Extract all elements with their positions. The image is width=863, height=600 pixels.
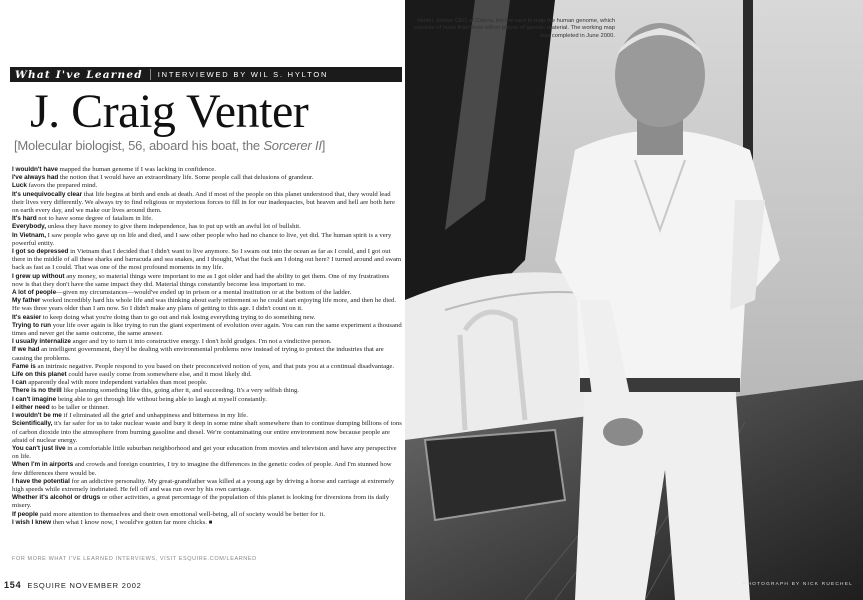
paragraph-lead: I have the potential — [12, 477, 70, 485]
paragraph-text: then what I know now, I would've gotten far more chicks. — [51, 518, 207, 526]
body-paragraph — [12, 248, 402, 273]
paragraph-text: or other activities, a great percentage of the population of this planet is looking for diversions from its daily misery. — [12, 494, 390, 510]
photo-illustration — [405, 0, 863, 600]
paragraph-text: like planning something like this, going after it, and succeeding. It's a very selfish thing. — [61, 387, 299, 395]
body-paragraph — [12, 215, 402, 223]
paragraph-lead: I can — [12, 379, 27, 387]
paragraph-lead: Life on this planet — [12, 371, 67, 379]
publication-info: ESQUIRE NOVEMBER 2002 — [27, 581, 142, 590]
paragraph-text: —given my circumstances—would've ended up in prison or a mental institution or at the bottom of the ladder. — [56, 289, 352, 297]
body-paragraph — [12, 191, 402, 216]
body-paragraph — [12, 511, 402, 519]
page-footer — [4, 580, 142, 590]
paragraph-text: in Vietnam that I decided that I didn't want to live anymore. So I swam out into the ocean as far as I could, and I got out there in the middle of all these sharks and barracuda and sea snakes, and I thought, What the fuck am I doing out here? I turned around and swam back as fast as I could. That was one of the most profound moments in my life. — [12, 248, 402, 272]
paragraph-text: being able to get through life without being able to laugh at myself constantly. — [56, 395, 267, 403]
page-number: 154 — [4, 580, 22, 590]
article-body — [12, 166, 402, 527]
paragraph-text: an intrinsic negative. People respond to you based on their preconceived notion of you, and that puts you at a continual disadvantage. — [35, 362, 395, 370]
paragraph-text: unless they have money to give them independence, has to put up with an awful lot of bullshit. — [45, 223, 301, 231]
paragraph-lead: I wouldn't have — [12, 166, 58, 173]
paragraph-text: anger and try to turn it into constructive energy. I don't hold grudges. I'm not a vindictive person. — [70, 338, 332, 346]
byline: INTERVIEWED BY WIL S. HYLTON — [157, 70, 329, 79]
portrait-photo — [405, 0, 863, 600]
photo-credit: PHOTOGRAPH BY NICK RUECHEL — [743, 582, 853, 587]
paragraph-lead: My father — [12, 297, 41, 305]
paragraph-lead: In Vietnam, — [12, 231, 46, 239]
body-paragraph — [12, 174, 402, 182]
paragraph-text: paid more attention to themselves and their own emotional well-being, all of society would be better for it. — [38, 510, 326, 518]
paragraph-text: that life begins at birth and ends at death. And if most of the people on this planet understood that, they would lead their lives very differently. We always try to find religious or mysterious forces to fill in for our inadequacies, but heaven and hell are both here on earth every day, and we make our lives around them. — [12, 190, 396, 215]
body-paragraph — [12, 371, 402, 379]
paragraph-lead: I can't imagine — [12, 395, 57, 403]
paragraph-text: any money, so material things were important to me as I got older and had the ability to get them. One of my frustrations now is that they don't have the same impact they did. Material things constantly become less important to me. — [12, 272, 390, 288]
paragraph-lead: I wouldn't be me — [12, 412, 62, 420]
banner-divider — [150, 69, 151, 80]
paragraph-text: to be taller or thinner. — [49, 403, 110, 411]
body-paragraph — [12, 182, 402, 190]
paragraph-text: worked incredibly hard his whole life and was thinking about early retirement so he could start enjoying life more, and then he died. He was three years older than I am now. So I didn't make any plans of getting to this age. I didn't count on it. — [12, 297, 397, 313]
body-paragraph — [12, 519, 402, 527]
paragraph-lead: I grew up without — [12, 272, 65, 280]
paragraph-lead: It's unequivocally clear — [12, 190, 83, 198]
section-label: What I've Learned — [15, 68, 143, 81]
boat-name: Sorcerer II — [263, 138, 322, 153]
body-paragraph — [12, 420, 402, 445]
section-banner — [10, 67, 402, 82]
paragraph-lead: If people — [12, 510, 39, 518]
subtitle-suffix: ] — [321, 138, 326, 153]
body-paragraph — [12, 223, 402, 231]
article-page — [0, 0, 405, 600]
subtitle-prefix: [Molecular biologist, 56, aboard his boat, the — [14, 138, 264, 153]
paragraph-text: an intelligent government, they'd be dealing with environmental problems now instead of trying to protect the industries that are causing the problems. — [12, 346, 384, 362]
paragraph-text: and crowds and foreign countries, I try to imagine the differences in the genetic codes of people. And I'm stunned how few differences there would be. — [12, 461, 392, 477]
paragraph-lead: It's easier — [12, 313, 42, 321]
paragraph-text: for an addictive personality. My great-grandfather was killed at a young age by driving a horse and carriage at extremely high speeds while extremely inebriated. He fell off and was run over by his own carriage. — [12, 477, 395, 493]
subtitle — [14, 138, 325, 153]
paragraph-text: to keep doing what you're doing than to go out and risk losing everything trying to do something new. — [41, 313, 316, 321]
paragraph-text: not to have some degree of fatalism in life. — [36, 215, 153, 223]
paragraph-lead: When I'm in airports — [12, 461, 74, 469]
body-paragraph — [12, 404, 402, 412]
paragraph-lead: Everybody, — [12, 223, 46, 231]
paragraph-lead: I either need — [12, 403, 50, 411]
paragraph-lead: I wish I knew — [12, 518, 52, 526]
body-paragraph — [12, 289, 402, 297]
body-paragraph — [12, 297, 402, 313]
paragraph-text: apparently deal with more independent variables than most people. — [26, 379, 208, 387]
paragraph-text: your life over again is like trying to run the giant experiment of evolution over again. You can run the same experiment a thousand times and never get the same outcome, the same answer. — [12, 321, 402, 338]
body-paragraph — [12, 478, 402, 494]
paragraph-text: favors the prepared mind. — [26, 182, 98, 190]
more-link[interactable]: FOR MORE WHAT I'VE LEARNED INTERVIEWS, VISIT ESQUIRE.COM/LEARNED — [12, 556, 257, 562]
paragraph-lead: Luck — [12, 182, 27, 190]
end-mark: ■ — [208, 519, 213, 526]
body-paragraph — [12, 396, 402, 404]
paragraph-text: the notion that I would have an extraordinary life. Some people call that delusions of grandeur. — [58, 174, 314, 182]
body-paragraph — [12, 232, 402, 248]
paragraph-text: I saw people who gave up on life and died, and I saw other people who had no chance to live, yet did. The human spirit is a very powerful entity. — [12, 231, 392, 247]
paragraph-lead: I got so depressed — [12, 248, 69, 256]
body-paragraph — [12, 379, 402, 387]
paragraph-lead: You can't just live — [12, 444, 66, 452]
body-paragraph — [12, 363, 402, 371]
body-paragraph — [12, 273, 402, 289]
body-paragraph — [12, 412, 402, 420]
body-paragraph — [12, 322, 402, 338]
body-paragraph — [12, 494, 402, 510]
paragraph-lead: It's hard — [12, 215, 37, 223]
paragraph-lead: I usually internalize — [12, 338, 71, 346]
body-paragraph — [12, 387, 402, 395]
body-paragraph — [12, 461, 402, 477]
paragraph-lead: Trying to run — [12, 321, 52, 329]
paragraph-lead: Whether it's alcohol or drugs — [12, 494, 101, 502]
paragraph-lead: I've always had — [12, 174, 59, 182]
paragraph-lead: Scientifically, — [12, 420, 53, 428]
body-paragraph — [12, 166, 402, 174]
paragraph-text: it's far safer for us to take nuclear waste and bury it deep in some mine shaft somewhere than to continue dumping billions of tons of carbon dioxide into the atmosphere from burning gasoline and diesel. We're contaminating our entire environment now because people are afraid of nuclear energy. — [12, 420, 402, 444]
body-paragraph — [12, 314, 402, 322]
body-paragraph — [12, 445, 402, 461]
photo-caption: Venter, former CEO of Celera, led the race to map the human genome, which consists of more than three billion pieces of genetic material. The working map was completed in June 2000. — [413, 18, 615, 39]
paragraph-text: if I eliminated all the grief and unhappiness and bitterness in my life. — [61, 412, 248, 420]
paragraph-text: in a comfortable little suburban neighborhood and get your education from movies and television and have any perspective on life. — [12, 444, 397, 461]
paragraph-text: could have easily come from somewhere else, and it most likely did. — [66, 371, 252, 379]
paragraph-text: mapped the human genome if I was lacking in confidence. — [57, 166, 216, 173]
body-paragraph — [12, 338, 402, 346]
article-title: J. Craig Venter — [30, 85, 309, 138]
paragraph-lead: If we had — [12, 346, 40, 354]
paragraph-lead: A lot of people — [12, 289, 57, 297]
paragraph-lead: Fame is — [12, 362, 36, 370]
paragraph-lead: There is no thrill — [12, 387, 62, 395]
body-paragraph — [12, 346, 402, 362]
